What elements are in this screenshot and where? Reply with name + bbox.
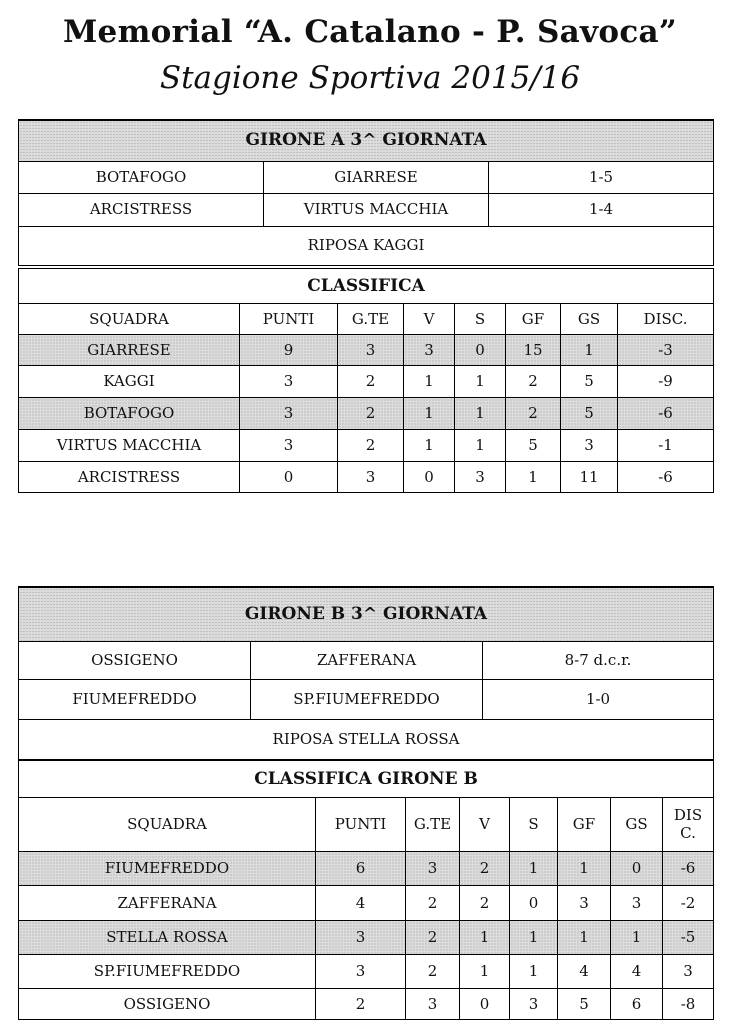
column-header: S [510,798,558,852]
girone-a-title: GIRONE A 3^ GIORNATA [19,120,714,161]
team-name: GIARRESE [19,335,240,366]
stat-cell: 11 [561,462,618,493]
stat-cell: 1 [404,430,455,462]
column-header: S [455,304,506,335]
column-header: V [404,304,455,335]
stat-cell: 4 [558,955,611,989]
stat-cell: 1 [561,335,618,366]
girone-a-standings-table [18,268,714,493]
table-row [19,335,714,366]
match-score: 1-4 [489,193,714,226]
column-header: GF [506,304,561,335]
match-away: GIARRESE [264,161,489,193]
stat-cell: 1 [455,398,506,430]
stat-cell: 1 [510,955,558,989]
standings-header-row [19,798,714,852]
column-header: PUNTI [240,304,338,335]
column-header: SQUADRA [19,304,240,335]
stat-cell: -2 [663,886,714,921]
stat-cell: 3 [406,852,460,886]
stat-cell: 2 [460,886,510,921]
stat-cell: 1 [558,852,611,886]
stat-cell: 3 [316,955,406,989]
stat-cell: 9 [240,335,338,366]
table-row [19,852,714,886]
stat-cell: 6 [611,989,663,1020]
column-header: GS [611,798,663,852]
stat-cell: 0 [611,852,663,886]
stat-cell: 1 [510,852,558,886]
stat-cell: -9 [618,366,714,398]
team-name: ZAFFERANA [19,886,316,921]
girone-b-title: GIRONE B 3^ GIORNATA [19,587,714,641]
stat-cell: 3 [611,886,663,921]
stat-cell: 1 [460,955,510,989]
stat-cell: 1 [404,398,455,430]
stat-cell: 2 [338,430,404,462]
team-name: ARCISTRESS [19,462,240,493]
stat-cell: 3 [455,462,506,493]
team-name: FIUMEFREDDO [19,852,316,886]
match-score: 1-5 [489,161,714,193]
column-header: PUNTI [316,798,406,852]
stat-cell: 1 [404,366,455,398]
page-title: Memorial “A. Catalano - P. Savoca” [62,14,678,50]
stat-cell: 2 [406,886,460,921]
match-away: ZAFFERANA [251,641,483,679]
page-subtitle: Stagione Sportiva 2015/16 [159,60,581,96]
stat-cell: 3 [404,335,455,366]
stat-cell: 3 [240,366,338,398]
stat-cell: 2 [316,989,406,1020]
stat-cell: 0 [460,989,510,1020]
column-header: DIS C. [663,798,714,852]
stat-cell: 3 [406,989,460,1020]
stat-cell: 1 [506,462,561,493]
stat-cell: 2 [460,852,510,886]
stat-cell: 5 [506,430,561,462]
stat-cell: -6 [663,852,714,886]
match-home: ARCISTRESS [19,193,264,226]
stat-cell: 3 [240,398,338,430]
stat-cell: 3 [338,335,404,366]
column-header: GF [558,798,611,852]
table-row [19,989,714,1020]
stat-cell: 2 [406,955,460,989]
match-away: SP.FIUMEFREDDO [251,679,483,719]
riposa-note: RIPOSA KAGGI [19,226,714,265]
stat-cell: 5 [558,989,611,1020]
table-row [19,366,714,398]
column-header: V [460,798,510,852]
standings-header-row [19,304,714,335]
stat-cell: 6 [316,852,406,886]
column-header: GS [561,304,618,335]
stat-cell: 3 [510,989,558,1020]
stat-cell: 2 [338,366,404,398]
stat-cell: 3 [561,430,618,462]
stat-cell: -5 [663,921,714,955]
team-name: SP.FIUMEFREDDO [19,955,316,989]
stat-cell: 3 [338,462,404,493]
stat-cell: 2 [338,398,404,430]
table-row [19,921,714,955]
stat-cell: 3 [663,955,714,989]
standings-title: CLASSIFICA GIRONE B [19,761,714,798]
match-away: VIRTUS MACCHIA [264,193,489,226]
table-row [19,430,714,462]
stat-cell: 0 [510,886,558,921]
girone-a-matches-table [18,119,714,266]
column-header: G.TE [338,304,404,335]
team-name: BOTAFOGO [19,398,240,430]
stat-cell: -8 [663,989,714,1020]
stat-cell: 3 [316,921,406,955]
stat-cell: 3 [240,430,338,462]
girone-b-standings-table [18,760,714,1020]
stat-cell: 3 [558,886,611,921]
match-score: 8-7 d.c.r. [483,641,714,679]
stat-cell: 0 [240,462,338,493]
stat-cell: 0 [455,335,506,366]
standings-title: CLASSIFICA [19,269,714,304]
column-header: G.TE [406,798,460,852]
stat-cell: 1 [460,921,510,955]
stat-cell: 4 [611,955,663,989]
table-row [19,886,714,921]
table-row [19,955,714,989]
stat-cell: 1 [455,430,506,462]
stat-cell: 4 [316,886,406,921]
match-score: 1-0 [483,679,714,719]
match-home: OSSIGENO [19,641,251,679]
stat-cell: -6 [618,462,714,493]
table-row [19,462,714,493]
team-name: VIRTUS MACCHIA [19,430,240,462]
stat-cell: 1 [510,921,558,955]
stat-cell: 0 [404,462,455,493]
riposa-note: RIPOSA STELLA ROSSA [19,719,714,759]
stat-cell: 1 [455,366,506,398]
match-home: BOTAFOGO [19,161,264,193]
stat-cell: 15 [506,335,561,366]
team-name: STELLA ROSSA [19,921,316,955]
stat-cell: 2 [506,366,561,398]
team-name: KAGGI [19,366,240,398]
stat-cell: -6 [618,398,714,430]
stat-cell: 1 [558,921,611,955]
column-header: SQUADRA [19,798,316,852]
stat-cell: 1 [611,921,663,955]
column-header: DISC. [618,304,714,335]
stat-cell: 5 [561,366,618,398]
stat-cell: 2 [506,398,561,430]
girone-b-matches-table [18,586,714,760]
table-row [19,398,714,430]
stat-cell: -1 [618,430,714,462]
team-name: OSSIGENO [19,989,316,1020]
match-home: FIUMEFREDDO [19,679,251,719]
stat-cell: 2 [406,921,460,955]
stat-cell: 5 [561,398,618,430]
stat-cell: -3 [618,335,714,366]
